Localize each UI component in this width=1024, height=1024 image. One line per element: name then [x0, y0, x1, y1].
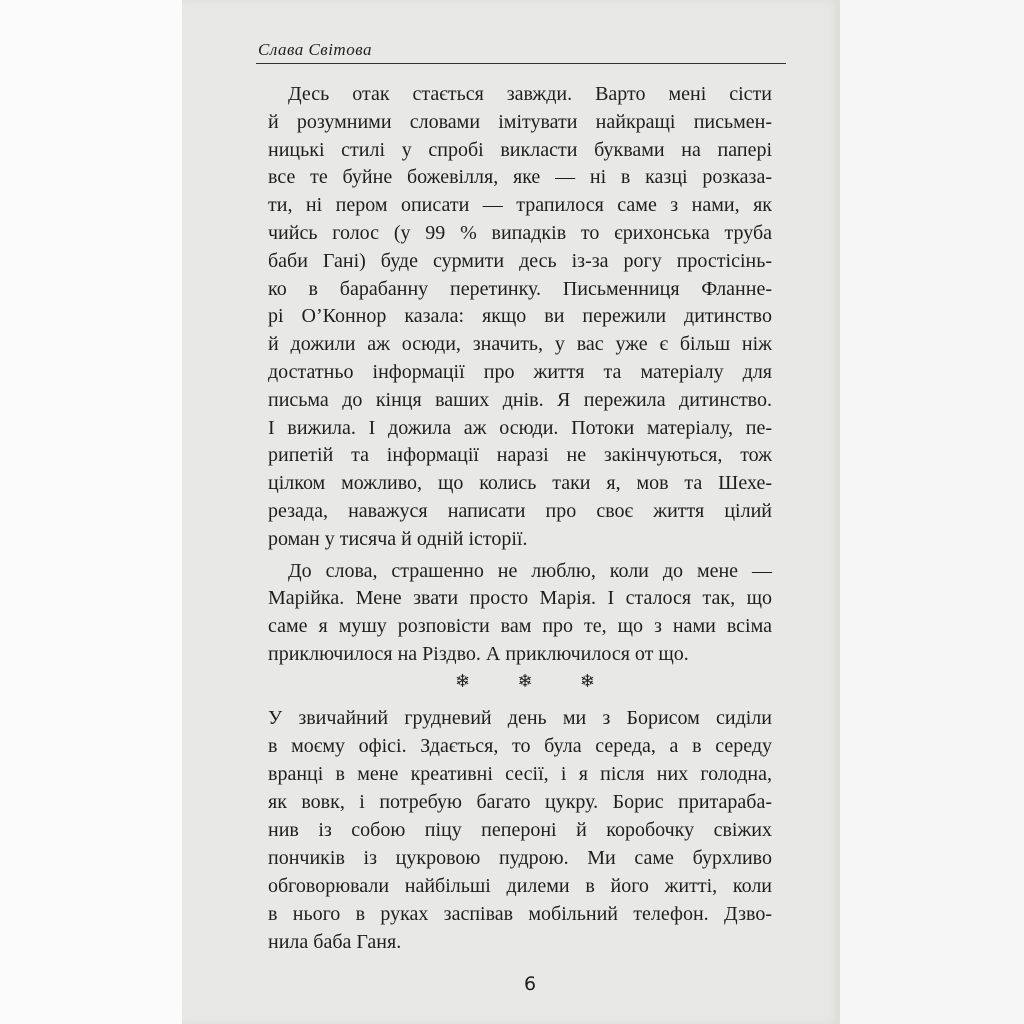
text-line: нив із собою піцу пепероні й коробочку свіжих — [268, 819, 772, 841]
text-line: достатньо інформації про життя та матеріалу для — [268, 360, 772, 383]
text-line: роман у тисяча й одній історії. — [268, 527, 528, 550]
text-line: пончиків із цукровою пудрою. Ми саме бурхливо — [268, 847, 772, 869]
text-line: Марійка. Мене звати просто Марія. І сталося так, що — [268, 587, 772, 610]
text-line: й дожили аж осюди, значить, у вас уже є більш ніж — [268, 333, 772, 356]
body-text-section-1 — [268, 81, 772, 669]
snowflake-icon: ❄ — [517, 671, 533, 691]
text-line: ко в барабанну перетинку. Письменниця Фланне- — [268, 277, 772, 300]
text-line: чийсь голос (у 99 % випадків то єрихонська труба — [268, 221, 772, 244]
snowflake-icon: ❄ — [579, 671, 595, 691]
text-line: обговорювали найбільші дилеми в його житті, коли — [268, 875, 772, 897]
text-line: ти, ні пером описати — трапилося саме з нами, як — [268, 194, 772, 217]
text-line: До слова, страшенно не люблю, коли до мене — — [288, 559, 772, 582]
text-line: письма до кінця ваших днів. Я пережила дитинство. — [268, 388, 772, 411]
body-text-section-2 — [268, 704, 772, 956]
background-right — [840, 0, 1024, 1024]
text-line: в нього в руках заспівав мобільний телефон. Дзво- — [268, 903, 772, 925]
text-line: саме я мушу розповісти вам про те, що з нами всіма — [268, 615, 772, 638]
text-line: Десь отак стається завжди. Варто мені сісти — [288, 83, 772, 105]
header-rule — [256, 63, 786, 64]
text-line: в моєму офісі. Здається, то була середа, а в середу — [268, 735, 772, 757]
text-line: баби Гані) буде сурмити десь із-за рогу простісінь- — [268, 249, 772, 272]
text-line: вранці в мене креативні сесії, і я після них голодна, — [268, 763, 772, 785]
text-line: й розумними словами імітувати найкращі письмен- — [268, 110, 772, 133]
text-line: як вовк, і потребую багато цукру. Борис притараба- — [268, 791, 772, 813]
text-line: У звичайний грудневий день ми з Борисом сиділи — [268, 707, 772, 729]
page-number: 6 — [524, 973, 537, 995]
text-line: І вижила. І дожила аж осюди. Потоки матеріалу, пе- — [268, 416, 772, 439]
text-line: нила баба Ганя. — [268, 931, 402, 953]
text-line: приключилося на Різдво. А приключилося от що. — [268, 642, 689, 665]
text-line: рі О’Коннор казала: якщо ви пережили дитинство — [268, 305, 772, 328]
section-separator — [455, 670, 595, 692]
text-line: ницькі стилі у спробі викласти буквами на папері — [268, 138, 772, 161]
text-line: все те буйне божевілля, яке — ні в казці розказа- — [268, 166, 772, 189]
text-line: резада, наважуся написати про своє життя цілий — [268, 499, 772, 522]
text-line: рипетій та інформації наразі не закінчуються, тож — [268, 444, 772, 467]
text-line: цілком можливо, що колись таки я, мов та Шехе- — [268, 472, 772, 495]
snowflake-icon: ❄ — [455, 671, 471, 691]
running-title: Слава Світова — [258, 40, 372, 59]
